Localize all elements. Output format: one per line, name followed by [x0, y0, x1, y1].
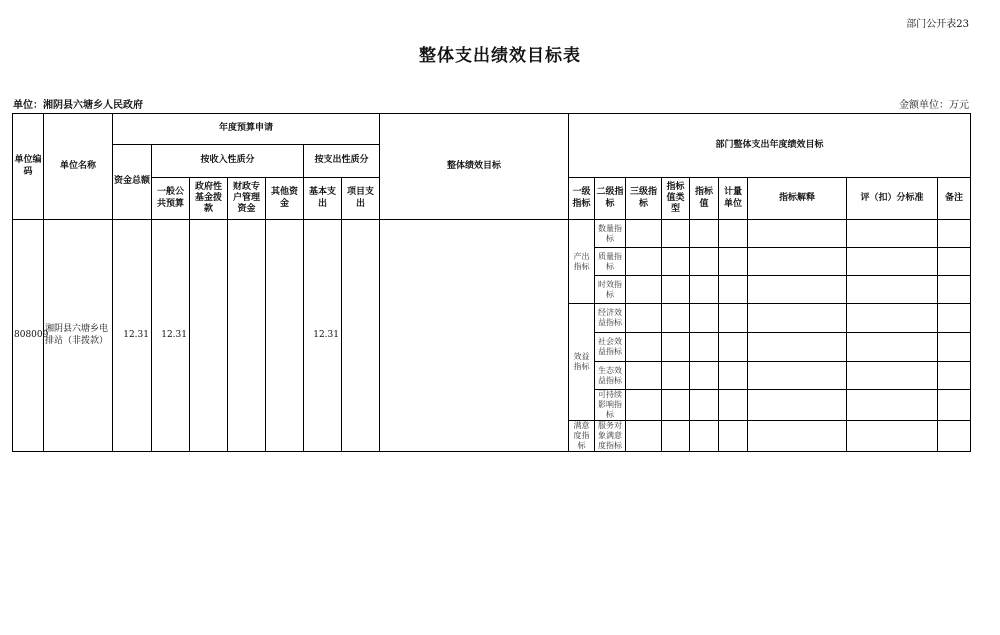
total-funds-cell: 12.31 [113, 220, 152, 452]
special-fund-cell [228, 220, 266, 452]
header-measure-unit: 计量单位 [719, 178, 748, 220]
unit-label: 单位：湘阴县六塘乡人民政府 [13, 100, 143, 111]
level1-satisfaction: 满意度指标 [569, 421, 595, 452]
header-overall-target: 整体绩效目标 [380, 114, 569, 220]
basic-expense-cell: 12.31 [304, 220, 342, 452]
header-level1: 一级指标 [569, 178, 595, 220]
header-unit-name: 单位名称 [44, 114, 113, 220]
header-level3: 三级指标 [626, 178, 662, 220]
header-total-funds: 资金总额 [113, 145, 152, 220]
level1-output: 产出指标 [569, 220, 595, 304]
performance-target-table [12, 113, 971, 452]
general-budget-cell: 12.31 [152, 220, 190, 452]
header-value: 指标值 [690, 178, 719, 220]
page-title: 整体支出绩效目标表 [419, 46, 581, 66]
header-value-type: 指标值类型 [662, 178, 690, 220]
header-by-income: 按收入性质分 [152, 145, 304, 178]
level2-indicator: 质量指标 [595, 248, 626, 276]
header-basic-expense: 基本支出 [304, 178, 342, 220]
other-funds-cell [266, 220, 304, 452]
unit-code-cell: 808009 [13, 220, 44, 452]
header-explanation: 指标解释 [748, 178, 847, 220]
header-gov-fund: 政府性基金拨款 [190, 178, 228, 220]
header-project-expense: 项目支出 [342, 178, 380, 220]
header-by-expense: 按支出性质分 [304, 145, 380, 178]
header-annual-budget: 年度预算申请 [113, 114, 380, 145]
gov-fund-cell [190, 220, 228, 452]
level1-benefit: 效益指标 [569, 304, 595, 421]
header-unit-code: 单位编码 [13, 114, 44, 220]
header-scoring: 评（扣）分标准 [847, 178, 938, 220]
overall-target-cell [380, 220, 569, 452]
level2-indicator: 服务对象满意度指标 [595, 421, 626, 452]
document-number: 部门公开表23 [906, 19, 969, 30]
header-level2: 二级指标 [595, 178, 626, 220]
amount-unit: 金额单位：万元 [899, 100, 969, 111]
header-remark: 备注 [938, 178, 971, 220]
header-special-fund: 财政专户管理资金 [228, 178, 266, 220]
level2-indicator: 社会效益指标 [595, 333, 626, 362]
unit-name-cell: 湘阴县六塘乡电排站（非拨款） [44, 220, 113, 452]
level2-indicator: 数量指标 [595, 220, 626, 248]
project-expense-cell [342, 220, 380, 452]
level2-indicator: 经济效益指标 [595, 304, 626, 333]
level2-indicator: 生态效益指标 [595, 362, 626, 390]
level2-indicator: 时效指标 [595, 276, 626, 304]
table-row [13, 220, 971, 248]
header-other-funds: 其他资金 [266, 178, 304, 220]
header-general-budget: 一般公共预算 [152, 178, 190, 220]
level2-indicator: 可持续影响指标 [595, 390, 626, 421]
header-dept-target: 部门整体支出年度绩效目标 [569, 114, 971, 178]
